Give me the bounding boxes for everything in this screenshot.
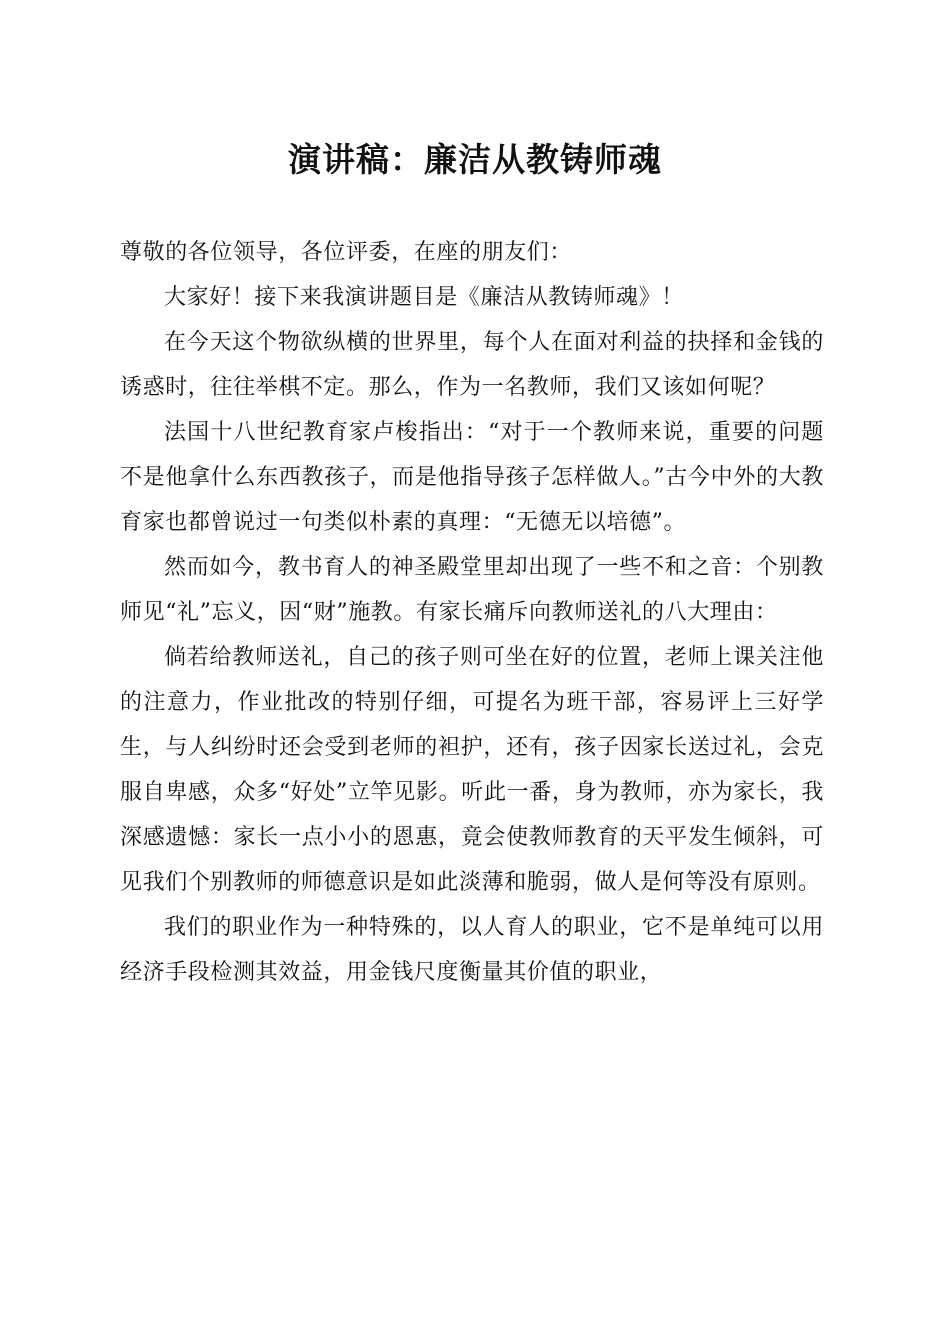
document-title: 演讲稿：廉洁从教铸师魂 xyxy=(288,140,662,179)
body-paragraph: 然而如今，教书育人的神圣殿堂里却出现了一些不和之音：个别教师见“礼”忘义，因“财”施教。有家长痛斥向教师送礼的八大理由： xyxy=(120,555,824,625)
salutation-paragraph: 尊敬的各位领导，各位评委，在座的朋友们： xyxy=(120,240,573,265)
body-paragraph: 法国十八世纪教育家卢梭指出：“对于一个教师来说，重要的问题不是他拿什么东西教孩子，而是他指导孩子怎样做人。”古今中外的大教育家也都曾说过一句类似朴素的真理：“无德无以培德”。 xyxy=(120,420,824,535)
body-paragraph: 倘若给教师送礼，自己的孩子则可坐在好的位置，老师上课关注他的注意力，作业批改的特别仔细，可提名为班干部，容易评上三好学生，与人纠纷时还会受到老师的袒护，还有，孩子因家长送过礼，会克服自卑感，众多“好处”立竿见影。听此一番，身为教师，亦为家长，我深感遗憾：家长一点小小的恩惠，竟会使教师教育的天平发生倾斜，可见我们个别教师的师德意识是如此淡薄和脆弱，做人是何等没有原则。 xyxy=(120,645,824,895)
body-paragraph: 我们的职业作为一种特殊的，以人育人的职业，它不是单纯可以用经济手段检测其效益，用金钱尺度衡量其价值的职业， xyxy=(120,915,824,985)
body-paragraph: 在今天这个物欲纵横的世界里，每个人在面对利益的抉择和金钱的诱惑时，往往举棋不定。那么，作为一名教师，我们又该如何呢？ xyxy=(120,330,824,400)
greeting-paragraph: 大家好！接下来我演讲题目是《廉洁从教铸师魂》！ xyxy=(164,285,684,310)
document-body xyxy=(120,230,824,995)
